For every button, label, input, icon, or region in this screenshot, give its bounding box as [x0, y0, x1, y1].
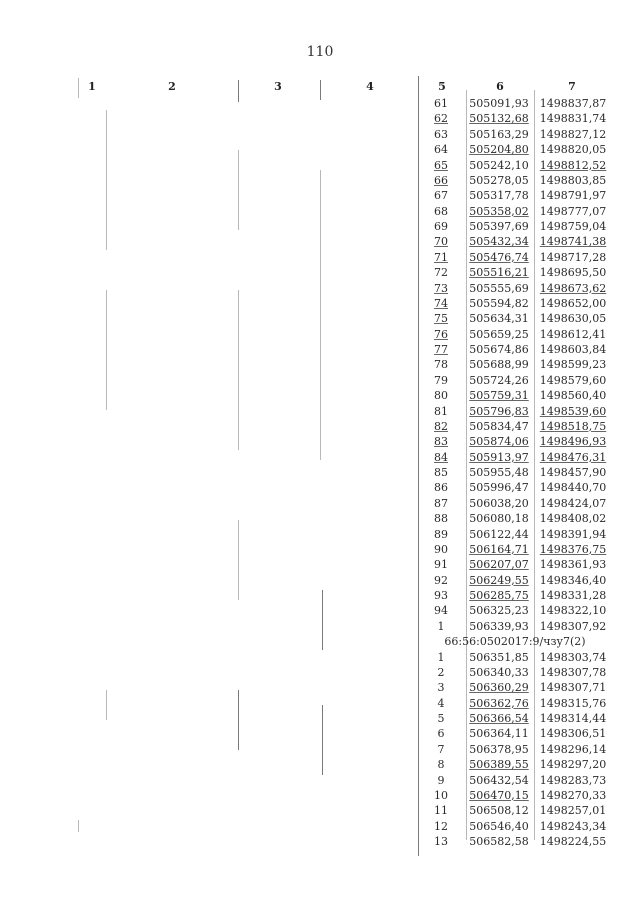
coord-y: 1498791,97 [539, 189, 607, 203]
coord-y: 1498827,12 [539, 127, 607, 141]
coord-x: 505204,80 [469, 143, 529, 157]
table-row [420, 111, 610, 126]
coord-y: 1498306,51 [539, 727, 607, 741]
table-row [420, 680, 610, 695]
table-row [420, 281, 610, 296]
coord-y: 1498603,84 [539, 343, 607, 356]
point-number: 90 [434, 542, 448, 556]
point-number: 4 [437, 696, 445, 710]
point-number: 63 [434, 127, 448, 141]
point-number: 88 [434, 512, 448, 526]
table-rule [322, 590, 323, 650]
point-number: 64 [434, 143, 448, 157]
coord-x: 506366,54 [469, 712, 529, 725]
coord-x: 505242,10 [469, 158, 529, 172]
table-row [420, 480, 610, 495]
coord-x: 506582,58 [469, 835, 529, 848]
table-rule [238, 80, 239, 102]
table-row [420, 311, 610, 326]
table-row [420, 404, 610, 419]
table-rule [320, 80, 321, 100]
coord-y: 1498307,71 [539, 681, 607, 695]
coord-x: 506389,55 [469, 758, 529, 772]
coord-y: 1498257,01 [539, 804, 607, 818]
point-number: 68 [434, 204, 448, 218]
coord-y: 1498518,75 [539, 419, 607, 433]
point-number: 9 [437, 773, 445, 787]
coordinates-table [420, 96, 610, 849]
table-row [420, 142, 610, 157]
point-number: 3 [437, 681, 445, 695]
point-number: 77 [434, 343, 448, 356]
column-header-2: 2 [168, 80, 176, 93]
point-number: 7 [437, 742, 445, 756]
table-row [420, 527, 610, 542]
table-row [420, 127, 610, 142]
point-number: 70 [434, 235, 448, 249]
point-number: 2 [437, 665, 445, 679]
point-number: 1 [437, 650, 445, 664]
table-row [420, 219, 610, 234]
coord-x: 506038,20 [469, 496, 529, 510]
coord-y: 1498630,05 [539, 312, 607, 326]
coord-x: 506340,33 [469, 665, 529, 679]
table-row [420, 573, 610, 588]
table-row [420, 757, 610, 772]
point-number: 76 [434, 327, 448, 341]
coord-y: 1498408,02 [539, 512, 607, 526]
coord-y: 1498812,52 [539, 158, 607, 172]
coord-y: 1498283,73 [539, 773, 607, 787]
table-row [420, 742, 610, 757]
coord-x: 506325,23 [469, 604, 529, 618]
point-number: 84 [434, 450, 448, 464]
table-row [420, 788, 610, 803]
table-rule [78, 820, 79, 832]
coord-y: 1498307,92 [539, 619, 607, 633]
coord-y: 1498391,94 [539, 527, 607, 541]
coord-y: 1498303,74 [539, 650, 607, 664]
coord-y: 1498695,50 [539, 266, 607, 280]
coord-x: 505688,99 [469, 358, 529, 372]
table-rule [322, 705, 323, 775]
coord-x: 506432,54 [469, 773, 529, 787]
coord-y: 1498346,40 [539, 573, 607, 587]
point-number: 74 [434, 296, 448, 310]
coord-x: 505913,97 [469, 450, 529, 464]
coord-x: 505516,21 [469, 266, 529, 280]
coord-y: 1498307,78 [539, 665, 607, 679]
coord-x: 506362,76 [469, 696, 529, 710]
coord-x: 505874,06 [469, 435, 529, 449]
coord-y: 1498457,90 [539, 466, 607, 479]
coord-y: 1498424,07 [539, 496, 607, 510]
coord-y: 1498496,93 [539, 435, 607, 449]
coord-x: 506360,29 [469, 681, 529, 695]
column-header-5: 5 [438, 80, 446, 93]
table-rule [238, 150, 239, 230]
point-number: 66 [434, 173, 448, 187]
point-number: 73 [434, 281, 448, 295]
coord-x: 505759,31 [469, 389, 529, 403]
coord-x: 506351,85 [469, 650, 529, 664]
coord-y: 1498476,31 [539, 450, 607, 464]
point-number: 65 [434, 158, 448, 172]
section-heading [420, 634, 610, 649]
table-rule [238, 520, 239, 600]
coord-y: 1498224,55 [539, 835, 607, 848]
page-number: 110 [306, 44, 334, 60]
point-number: 86 [434, 481, 448, 495]
coord-y: 1498440,70 [539, 481, 607, 495]
table-rule [106, 290, 107, 410]
table-row [420, 296, 610, 311]
coord-y: 1498560,40 [539, 389, 607, 403]
table-row [420, 342, 610, 357]
table-row [420, 650, 610, 665]
coord-y: 1498741,38 [539, 235, 607, 249]
table-rule [106, 690, 107, 720]
coord-x: 505724,26 [469, 373, 529, 387]
coord-y: 1498803,85 [539, 173, 607, 187]
coord-x: 505996,47 [469, 481, 529, 495]
coord-x: 505358,02 [469, 204, 529, 218]
column-header-1: 1 [88, 80, 96, 93]
point-number: 79 [434, 373, 448, 387]
coord-x: 505278,05 [469, 173, 529, 187]
coord-y: 1498777,07 [539, 204, 607, 218]
table-row [420, 819, 610, 834]
table-row [420, 465, 610, 480]
point-number: 83 [434, 435, 448, 449]
table-row [420, 434, 610, 449]
section-label: 66:56:0502017:9/чзу7(2) [444, 635, 586, 649]
point-number: 67 [434, 189, 448, 203]
coord-x: 505163,29 [469, 127, 529, 141]
table-rule [418, 76, 419, 856]
coord-x: 505594,82 [469, 296, 529, 310]
table-row [420, 726, 610, 741]
coord-y: 1498612,41 [539, 327, 607, 341]
coord-x: 505955,48 [469, 466, 529, 479]
coord-y: 1498599,23 [539, 358, 607, 372]
coord-x: 506470,15 [469, 788, 529, 802]
point-number: 87 [434, 496, 448, 510]
coord-x: 506164,71 [469, 542, 529, 556]
table-row [420, 173, 610, 188]
point-number: 11 [434, 804, 448, 818]
coord-y: 1498673,62 [539, 281, 607, 295]
table-row [420, 234, 610, 249]
coord-x: 506122,44 [469, 527, 529, 541]
coord-y: 1498831,74 [539, 112, 607, 126]
coord-x: 505132,68 [469, 112, 529, 126]
table-row [420, 696, 610, 711]
coord-x: 506339,93 [469, 619, 529, 633]
point-number: 91 [434, 558, 448, 572]
table-row [420, 588, 610, 603]
table-row [420, 834, 610, 849]
coord-y: 1498837,87 [539, 97, 607, 110]
table-row [420, 665, 610, 680]
table-row [420, 619, 610, 634]
point-number: 72 [434, 266, 448, 280]
table-row [420, 603, 610, 618]
table-row [420, 773, 610, 788]
coord-y: 1498270,33 [539, 788, 607, 802]
coord-y: 1498243,34 [539, 819, 607, 833]
column-header-6: 6 [496, 80, 504, 93]
point-number: 75 [434, 312, 448, 326]
point-number: 80 [434, 389, 448, 403]
coord-y: 1498314,44 [539, 712, 607, 725]
table-row [420, 188, 610, 203]
table-rule [106, 110, 107, 250]
point-number: 8 [437, 758, 445, 772]
coord-x: 505834,47 [469, 419, 529, 433]
table-row [420, 803, 610, 818]
coord-y: 1498322,10 [539, 604, 607, 618]
coord-y: 1498820,05 [539, 143, 607, 157]
coord-x: 506285,75 [469, 589, 529, 602]
coord-x: 505796,83 [469, 404, 529, 418]
table-row [420, 711, 610, 726]
coord-x: 506378,95 [469, 742, 529, 756]
point-number: 82 [434, 419, 448, 433]
coord-x: 506207,07 [469, 558, 529, 572]
coord-y: 1498652,00 [539, 296, 607, 310]
table-row [420, 250, 610, 265]
table-row [420, 542, 610, 557]
table-row [420, 511, 610, 526]
table-row [420, 204, 610, 219]
coord-x: 505397,69 [469, 220, 529, 233]
coord-y: 1498579,60 [539, 373, 607, 387]
coord-y: 1498315,76 [539, 696, 607, 710]
point-number: 10 [434, 788, 448, 802]
coord-x: 506249,55 [469, 573, 529, 587]
coord-x: 506364,11 [469, 727, 529, 741]
point-number: 89 [434, 527, 448, 541]
coord-x: 505476,74 [469, 250, 529, 264]
point-number: 6 [437, 727, 445, 741]
table-rule [78, 78, 79, 98]
table-row [420, 419, 610, 434]
column-header-3: 3 [274, 80, 282, 93]
coord-x: 505555,69 [469, 281, 529, 295]
point-number: 94 [434, 604, 448, 618]
coord-y: 1498539,60 [539, 404, 607, 418]
table-row [420, 373, 610, 388]
point-number: 71 [434, 250, 448, 264]
coord-y: 1498759,04 [539, 220, 607, 233]
point-number: 62 [434, 112, 448, 126]
coord-y: 1498361,93 [539, 558, 607, 572]
column-header-7: 7 [568, 80, 576, 93]
coord-y: 1498717,28 [539, 250, 607, 264]
coord-y: 1498296,14 [539, 742, 607, 756]
point-number: 13 [434, 835, 448, 848]
coord-x: 505659,25 [469, 327, 529, 341]
table-row [420, 557, 610, 572]
point-number: 61 [434, 97, 448, 110]
table-row [420, 450, 610, 465]
point-number: 78 [434, 358, 448, 372]
point-number: 5 [437, 712, 445, 725]
table-rule [238, 690, 239, 750]
coord-x: 506508,12 [469, 804, 529, 818]
table-rule [320, 170, 321, 460]
point-number: 85 [434, 466, 448, 479]
coord-x: 505317,78 [469, 189, 529, 203]
table-row [420, 357, 610, 372]
point-number: 92 [434, 573, 448, 587]
coord-x: 506546,40 [469, 819, 529, 833]
point-number: 69 [434, 220, 448, 233]
table-row [420, 265, 610, 280]
point-number: 1 [437, 619, 445, 633]
table-row [420, 327, 610, 342]
coord-x: 505634,31 [469, 312, 529, 326]
coord-x: 505674,86 [469, 343, 529, 356]
table-row [420, 496, 610, 511]
coord-y: 1498376,75 [539, 542, 607, 556]
coord-x: 505432,34 [469, 235, 529, 249]
point-number: 12 [434, 819, 448, 833]
table-row [420, 388, 610, 403]
point-number: 93 [434, 589, 448, 602]
coord-y: 1498297,20 [539, 758, 607, 772]
coord-x: 505091,93 [469, 97, 529, 110]
table-row [420, 158, 610, 173]
coord-x: 506080,18 [469, 512, 529, 526]
table-rule [238, 290, 239, 450]
coord-y: 1498331,28 [539, 589, 607, 602]
table-row [420, 96, 610, 111]
column-header-4: 4 [366, 80, 374, 93]
point-number: 81 [434, 404, 448, 418]
